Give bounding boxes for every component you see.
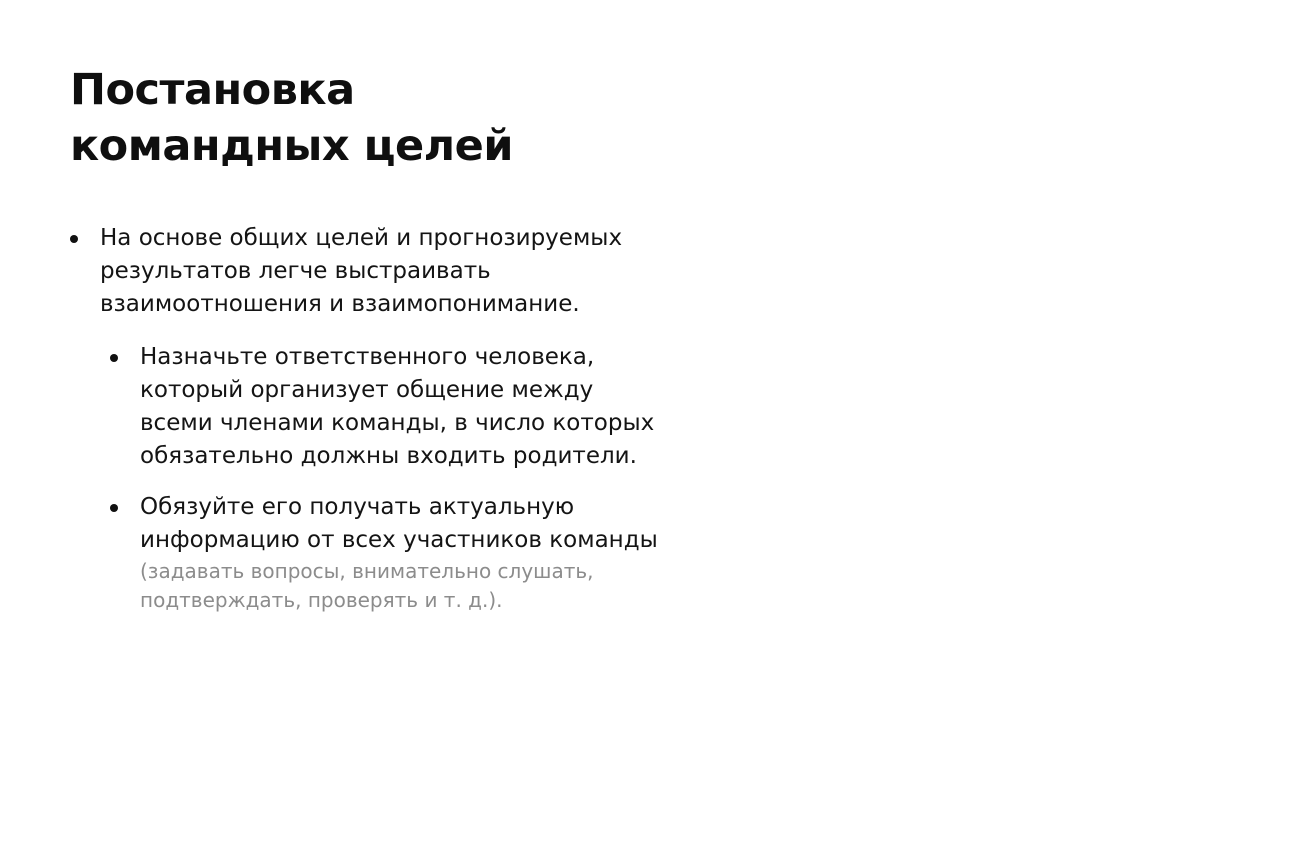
sub-bullet-1-line-4: обязательно должны входить родители. [140,443,637,469]
sub-bullet-text-2 [140,491,730,557]
sub-bullet-1-line-2: который организует общение между [140,377,594,403]
sub-bullet-2-line-2: информацию от всех участников команды [140,527,658,553]
sub-bullet-text-1 [140,341,730,473]
bullet-dot-icon [110,504,118,512]
sub-bullet-2-note [140,557,730,615]
main-bullet-line-1: На основе общих целей и прогнозируемых [100,225,623,251]
bullet-list [70,222,730,615]
main-bullet-text [100,222,730,321]
sub-bullet-item-1 [110,341,730,473]
main-bullet-line-3: взаимоотношения и взаимопонимание. [100,291,580,317]
title-line-1: Постановка [70,65,355,115]
note-line-2: подтверждать, проверять и т. д.). [140,588,503,612]
sub-bullet-1-line-1: Назначьте ответственного человека, [140,344,595,370]
main-bullet-item [70,222,730,321]
bullet-dot-icon [70,235,78,243]
note-line-1: (задавать вопросы, внимательно слушать, [140,559,594,583]
slide-title [70,62,770,174]
sub-bullet-1-line-3: всеми членами команды, в число которых [140,410,655,436]
bullet-dot-icon [110,354,118,362]
sub-bullet-item-2 [110,491,730,615]
main-bullet-line-2: результатов легче выстраивать [100,258,491,284]
title-line-2: командных целей [70,121,513,171]
sub-bullet-2-line-1: Обязуйте его получать актуальную [140,494,575,520]
